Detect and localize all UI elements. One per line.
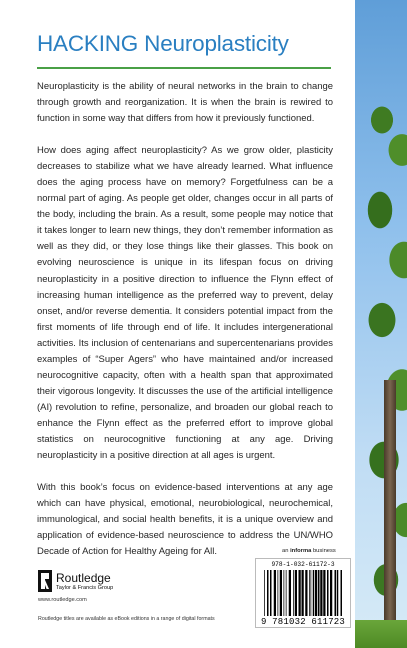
barcode-bar [313, 570, 315, 616]
tree-trunk [384, 380, 396, 648]
barcode-bar [278, 570, 279, 616]
blurb-paragraph-1: Neuroplasticity is the ability of neural networks in the brain to change through growth and reorganization. It is when the brain is rewired to function in some way that differs from how it previously functioned. [37, 81, 333, 125]
barcode-bar [318, 570, 320, 616]
barcode-bar [309, 570, 310, 616]
barcode-bar [270, 570, 272, 616]
barcode-bar [311, 570, 312, 616]
informa-business-line [282, 548, 336, 554]
barcode-bar [337, 570, 339, 616]
informa-prefix: an [282, 548, 291, 554]
barcode-bar [305, 570, 307, 616]
barcode-bar [341, 570, 343, 616]
barcode-bar [320, 570, 322, 616]
barcode-bar [323, 570, 325, 616]
barcode-bar [302, 570, 304, 616]
informa-suffix: business [311, 548, 336, 554]
barcode-bar [267, 570, 269, 616]
barcode-bar [299, 570, 301, 616]
barcode-bar [327, 570, 329, 616]
barcode-bar [293, 570, 294, 616]
isbn-barcode [255, 558, 351, 628]
isbn-top-text: 978-1-032-61172-3 [271, 561, 335, 568]
blurb-paragraph-2: How does aging affect neuroplasticity? As we grow older, plasticity decreases to stabilize what we have already learned. What influence does the aging process have on memory? Forgetfulness can be a normal part of aging. As people get older, changes occur in all parts of the body, including the brain. As a result, some people may notice that it takes longer to learn new things, they don’t remember information as well as they did, or they lose things like their glasses. This book on evolving neuroscience is unique in its lifespan focus on driving neuroplasticity in a positive direction to influence the Flynn effect of increasing human intelligence as the preferred way to prevent, delay onset, and/or reverse dementia. It considers potential impact from the first moments of life through end of life. It includes intergenerational activities. Its inclusion of centenarians and supercentenarians provides examples of “Super Agers” who have maintained and/or increased neurocognitive capacity, often with a health span that approximated their vigorous longevity. It discusses the use of the artificial intelligence (AI) revolution to refine, personalize, and broaden our global reach to enhance the Flynn effect as the preferred effort to improve global statistics on neurocognitive functioning at any age. Driving neuroplasticity in a positive direction at all ages is urgent. [37, 145, 333, 462]
book-title: HACKING Neuroplasticity [37, 31, 289, 56]
barcode-bar [315, 570, 317, 616]
publisher-name: Routledge [56, 571, 111, 585]
blurb-paragraph-3: With this book’s focus on evidence-based interventions at any age which can have physical, emotional, neurobiological, neurochemical, immunological, and social health benefits, it is a unique overview and application of evidence-based neuroscience to address the UN/WHO Decade of Action for Healthy Ageing for All. [37, 482, 333, 558]
routledge-logo-icon [38, 570, 52, 592]
grass-strip [355, 620, 407, 648]
ebook-note: Routledge titles are available as eBook editions in a range of digital formats [38, 616, 215, 622]
blurb [37, 79, 333, 560]
barcode-bar [295, 570, 297, 616]
barcode-bar [289, 570, 291, 616]
barcode-bar [330, 570, 332, 616]
publisher-url[interactable]: www.routledge.com [38, 597, 87, 603]
isbn-bottom-text: 9 781032 611723 [260, 617, 345, 627]
barcode-bar [286, 570, 287, 616]
barcode-bar [264, 570, 265, 616]
barcode-bar [284, 570, 285, 616]
barcode-bar [280, 570, 282, 616]
barcode-bars [264, 570, 342, 616]
barcode-bar [274, 570, 276, 616]
barcode-bar [335, 570, 337, 616]
title-underline [37, 67, 331, 69]
informa-brand: informa [290, 548, 312, 554]
publisher-group: Taylor & Francis Group [56, 585, 114, 591]
